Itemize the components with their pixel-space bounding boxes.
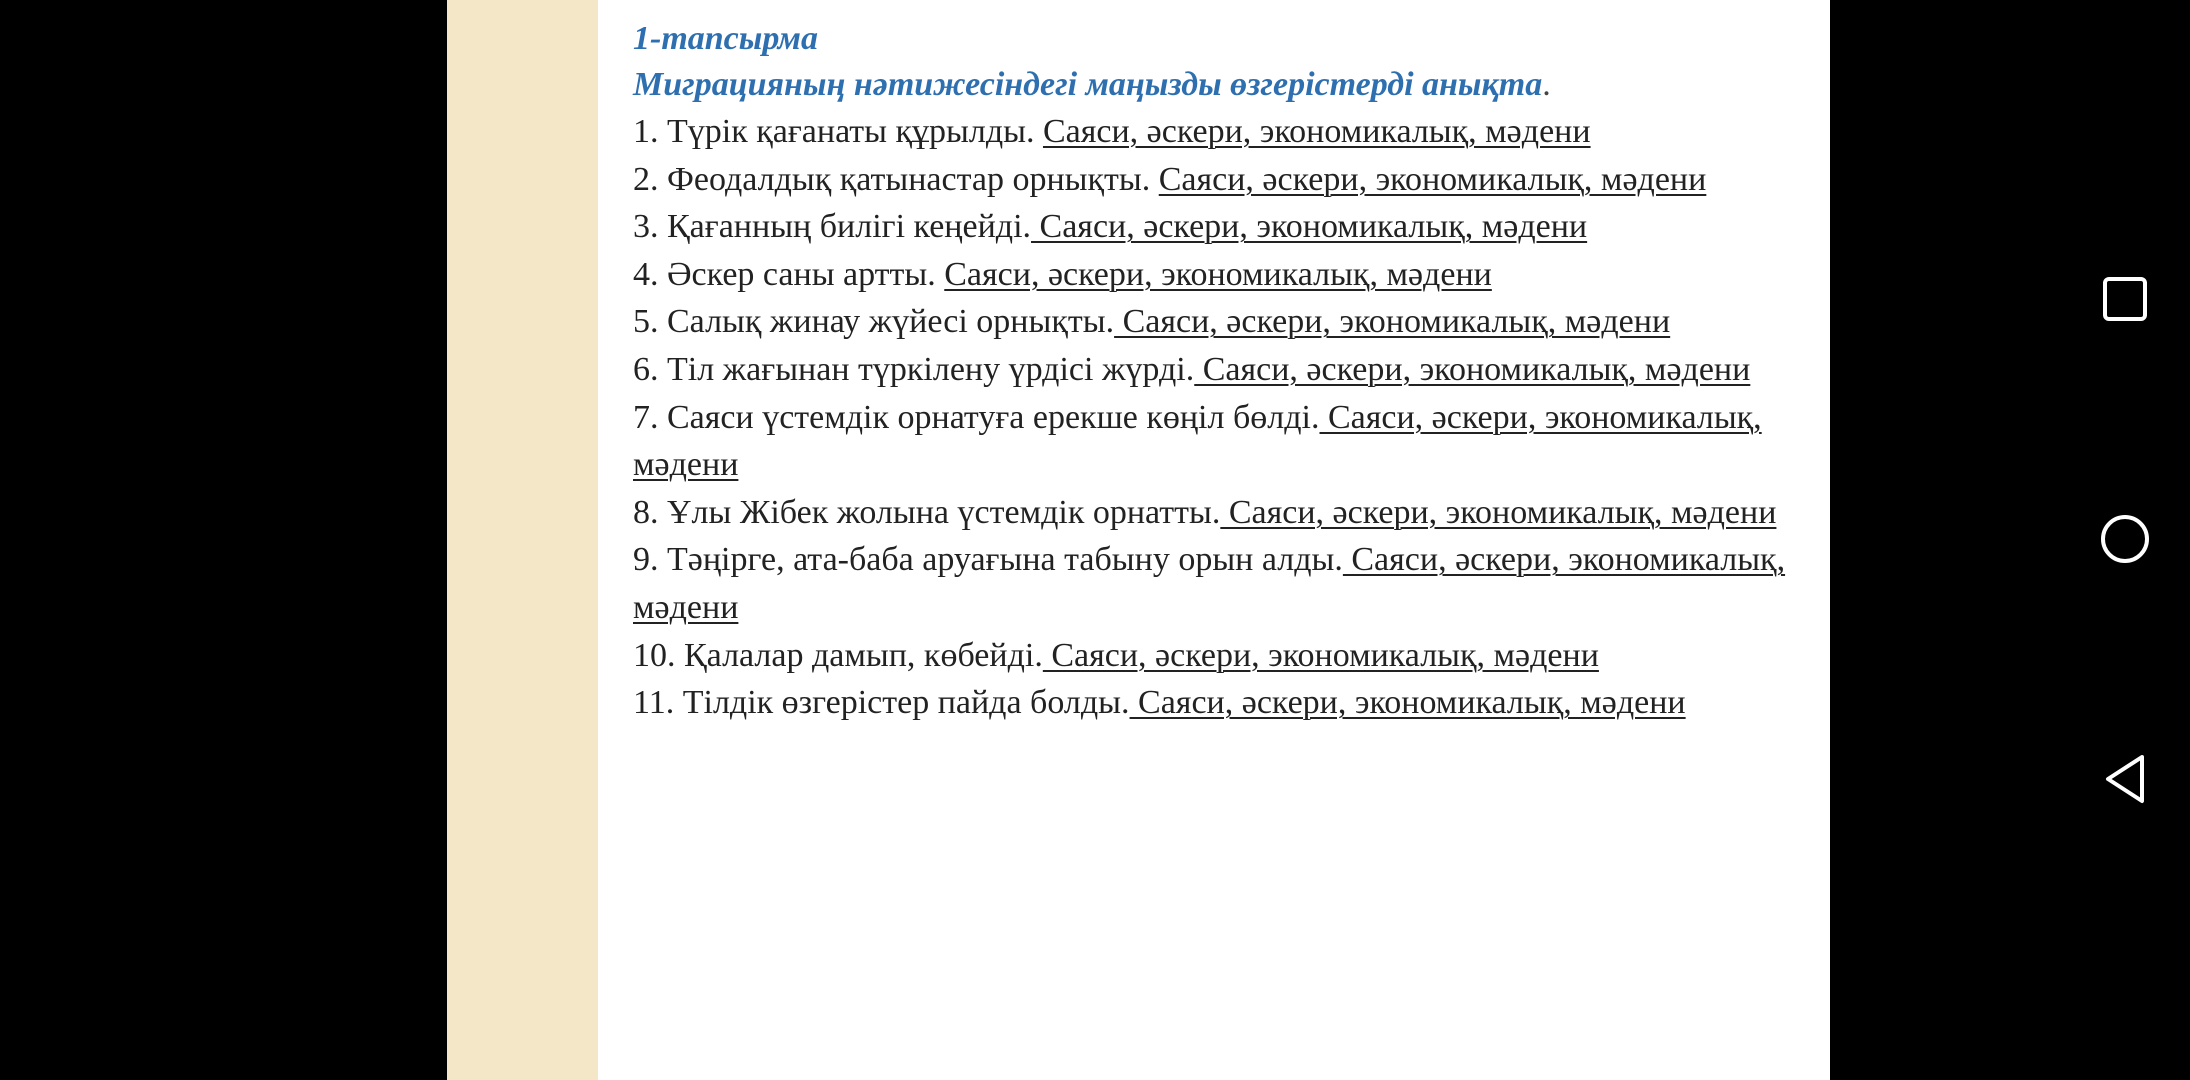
task-heading-punct: . [1542, 66, 1551, 103]
circle-icon [2099, 513, 2151, 565]
item-text: 11. Тілдік өзгерістер пайда болды. [633, 684, 1130, 722]
item-text: 8. Ұлы Жібек жолына үстемдік орнатты. [633, 493, 1221, 531]
task-heading [633, 62, 1813, 108]
recents-button[interactable] [2095, 269, 2155, 329]
item-text: 2. Феодалдық қатынастар орнықты. [633, 160, 1159, 198]
item-answer: Саяси, әскери, экономикалық, мәдени [633, 541, 1786, 626]
item-text: 10. Қалалар дамып, көбейді. [633, 636, 1043, 674]
item-text: 3. Қағанның билігі кеңейді. [633, 208, 1032, 246]
list-item [633, 632, 1813, 680]
item-answer: Саяси, әскери, экономикалық, мәдени [1194, 350, 1751, 388]
list-item [633, 298, 1813, 346]
item-answer: Саяси, әскери, экономикалық, мәдени [633, 398, 1762, 484]
list-item [633, 679, 1813, 727]
list-item [633, 203, 1813, 251]
list-item [633, 108, 1813, 156]
item-text: 4. Әскер саны артты. [633, 255, 945, 293]
document-page[interactable] [447, 0, 1830, 1080]
item-answer: Саяси, әскери, экономикалық, мәдени [944, 255, 1492, 293]
list-item [633, 489, 1813, 537]
list-item [633, 251, 1813, 299]
task-heading-text: Миграцияның нәтижесіндегі маңызды өзгерістерді анықта [633, 66, 1543, 103]
item-answer: Саяси, әскери, экономикалық, мәдени [1114, 303, 1671, 341]
back-button[interactable] [2095, 749, 2155, 809]
item-text: 1. Түрік қағанаты құрылды. [633, 113, 1043, 150]
item-answer: Саяси, әскери, экономикалық, мәдени [1158, 160, 1707, 198]
page-margin-strip [447, 0, 598, 1080]
item-answer: Саяси, әскери, экономикалық, мәдени [1220, 493, 1777, 531]
item-answer: Саяси, әскери, экономикалық, мәдени [1031, 208, 1588, 246]
answer-list [633, 108, 1813, 727]
document-content [633, 16, 1813, 727]
task-number: 1-тапсырма [633, 20, 818, 57]
item-answer: Саяси, әскери, экономикалық, мәдени [1129, 684, 1686, 722]
list-item [633, 394, 1813, 489]
item-text: 6. Тіл жағынан түркілену үрдісі жүрді. [633, 350, 1195, 388]
home-button[interactable] [2095, 509, 2155, 569]
list-item [633, 536, 1813, 631]
item-text: 7. Саяси үстемдік орнатуға ерекше көңіл бөлді. [633, 398, 1320, 436]
item-answer: Саяси, әскери, экономикалық, мәдени [1042, 636, 1599, 674]
triangle-back-icon [2102, 753, 2148, 805]
system-nav-bar [2060, 0, 2190, 1080]
item-answer: Саяси, әскери, экономикалық, мәдени [1042, 113, 1591, 150]
list-item [633, 346, 1813, 394]
item-text: 9. Тәңірге, ата-баба аруағына табыну орын алды. [633, 541, 1343, 579]
item-text: 5. Салық жинау жүйесі орнықты. [633, 303, 1115, 341]
list-item [633, 156, 1813, 204]
square-icon [2102, 276, 2148, 322]
